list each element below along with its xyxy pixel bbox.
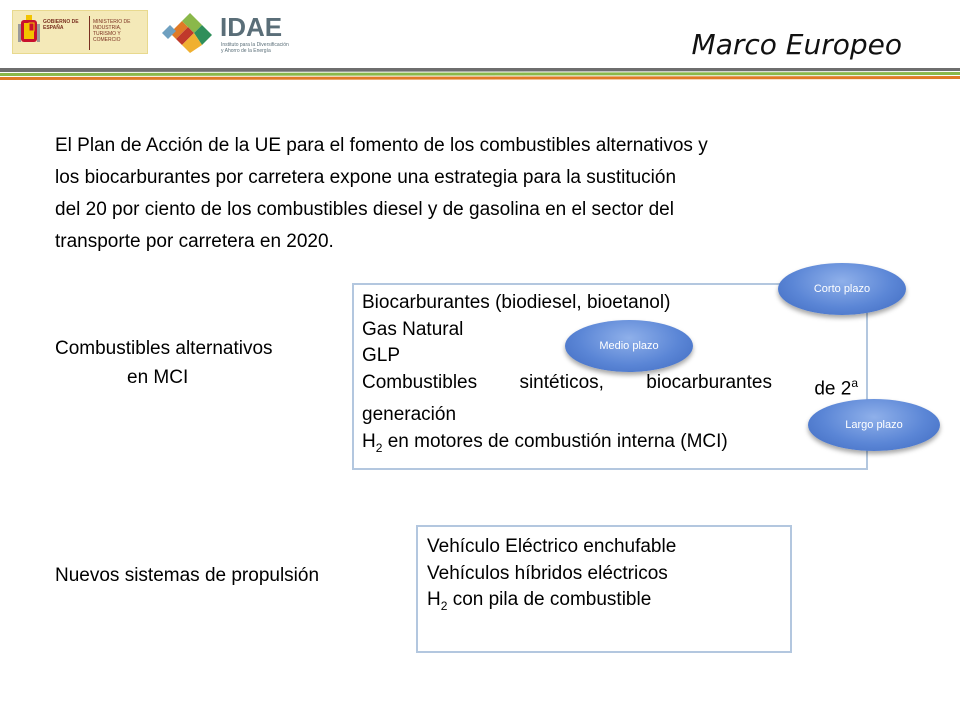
alternative-fuels-list bbox=[362, 290, 866, 461]
logo-divider bbox=[89, 16, 90, 50]
h2-symbol: H bbox=[362, 430, 376, 452]
idae-subtitle bbox=[221, 42, 289, 54]
list-item-word: Combustibles bbox=[362, 371, 478, 393]
idae-subtitle-line1: Instituto para la Diversificación bbox=[221, 42, 289, 48]
intro-line: los biocarburantes por carretera expone una estrategia para la sustitución bbox=[55, 167, 677, 188]
ministerio-text: MINISTERIO DE INDUSTRIA, TURISMO Y COMERCIO bbox=[93, 19, 131, 43]
header-color-bars bbox=[0, 68, 960, 80]
list-item: Vehículo Eléctrico enchufable bbox=[427, 536, 677, 557]
short-term-oval: Corto plazo bbox=[778, 263, 906, 315]
ordinal-superscript: a bbox=[851, 375, 858, 390]
idae-logo bbox=[156, 8, 326, 58]
list-item-text: con pila de combustible bbox=[447, 589, 652, 610]
idae-brand-text: IDAE bbox=[220, 12, 283, 42]
intro-line: transporte por carretera en 2020. bbox=[55, 231, 334, 252]
list-item: Vehículos híbridos eléctricos bbox=[427, 562, 668, 584]
long-term-oval: Largo plazo bbox=[808, 399, 940, 451]
list-item-word bbox=[814, 370, 858, 403]
coat-of-arms-icon bbox=[17, 14, 41, 50]
alternative-fuels-label-line1: Combustibles alternativos bbox=[55, 338, 273, 359]
gobierno-logo bbox=[12, 10, 148, 54]
list-item-text: en motores de combustión interna (MCI) bbox=[382, 430, 728, 452]
list-item bbox=[362, 370, 866, 403]
list-item-word: biocarburantes bbox=[646, 371, 772, 393]
list-item: Gas Natural bbox=[362, 318, 464, 340]
alternative-fuels-label-line2: en MCI bbox=[127, 367, 189, 388]
intro-line: El Plan de Acción de la UE para el fomento de los combustibles alternativos y bbox=[55, 135, 708, 156]
idae-diamond-icon bbox=[156, 8, 216, 58]
alternative-fuels-box bbox=[352, 283, 868, 470]
medium-term-oval: Medio plazo bbox=[565, 320, 693, 372]
intro-paragraph bbox=[55, 130, 895, 258]
new-propulsion-box bbox=[416, 525, 792, 653]
alternative-fuels-label bbox=[55, 334, 273, 392]
list-item bbox=[427, 587, 790, 619]
slide-title: Marco Europeo bbox=[691, 28, 902, 61]
list-item bbox=[362, 429, 866, 461]
new-propulsion-label: Nuevos sistemas de propulsión bbox=[55, 565, 320, 586]
intro-line: del 20 por ciento de los combustibles diesel y de gasolina en el sector del bbox=[55, 199, 674, 220]
list-item: GLP bbox=[362, 345, 401, 366]
gobierno-text: GOBIERNO DE ESPAÑA bbox=[43, 19, 79, 31]
h2-subscript: 2 bbox=[440, 598, 448, 613]
h2-subscript: 2 bbox=[375, 440, 383, 455]
idae-subtitle-line2: y Ahorro de la Energía bbox=[221, 48, 271, 54]
list-item-word: sintéticos, bbox=[519, 371, 604, 393]
list-item-word-text: de 2 bbox=[814, 377, 852, 399]
h2-symbol: H bbox=[427, 589, 441, 610]
list-item: generación bbox=[362, 404, 457, 426]
list-item: Biocarburantes (biodiesel, bioetanol) bbox=[362, 292, 671, 313]
